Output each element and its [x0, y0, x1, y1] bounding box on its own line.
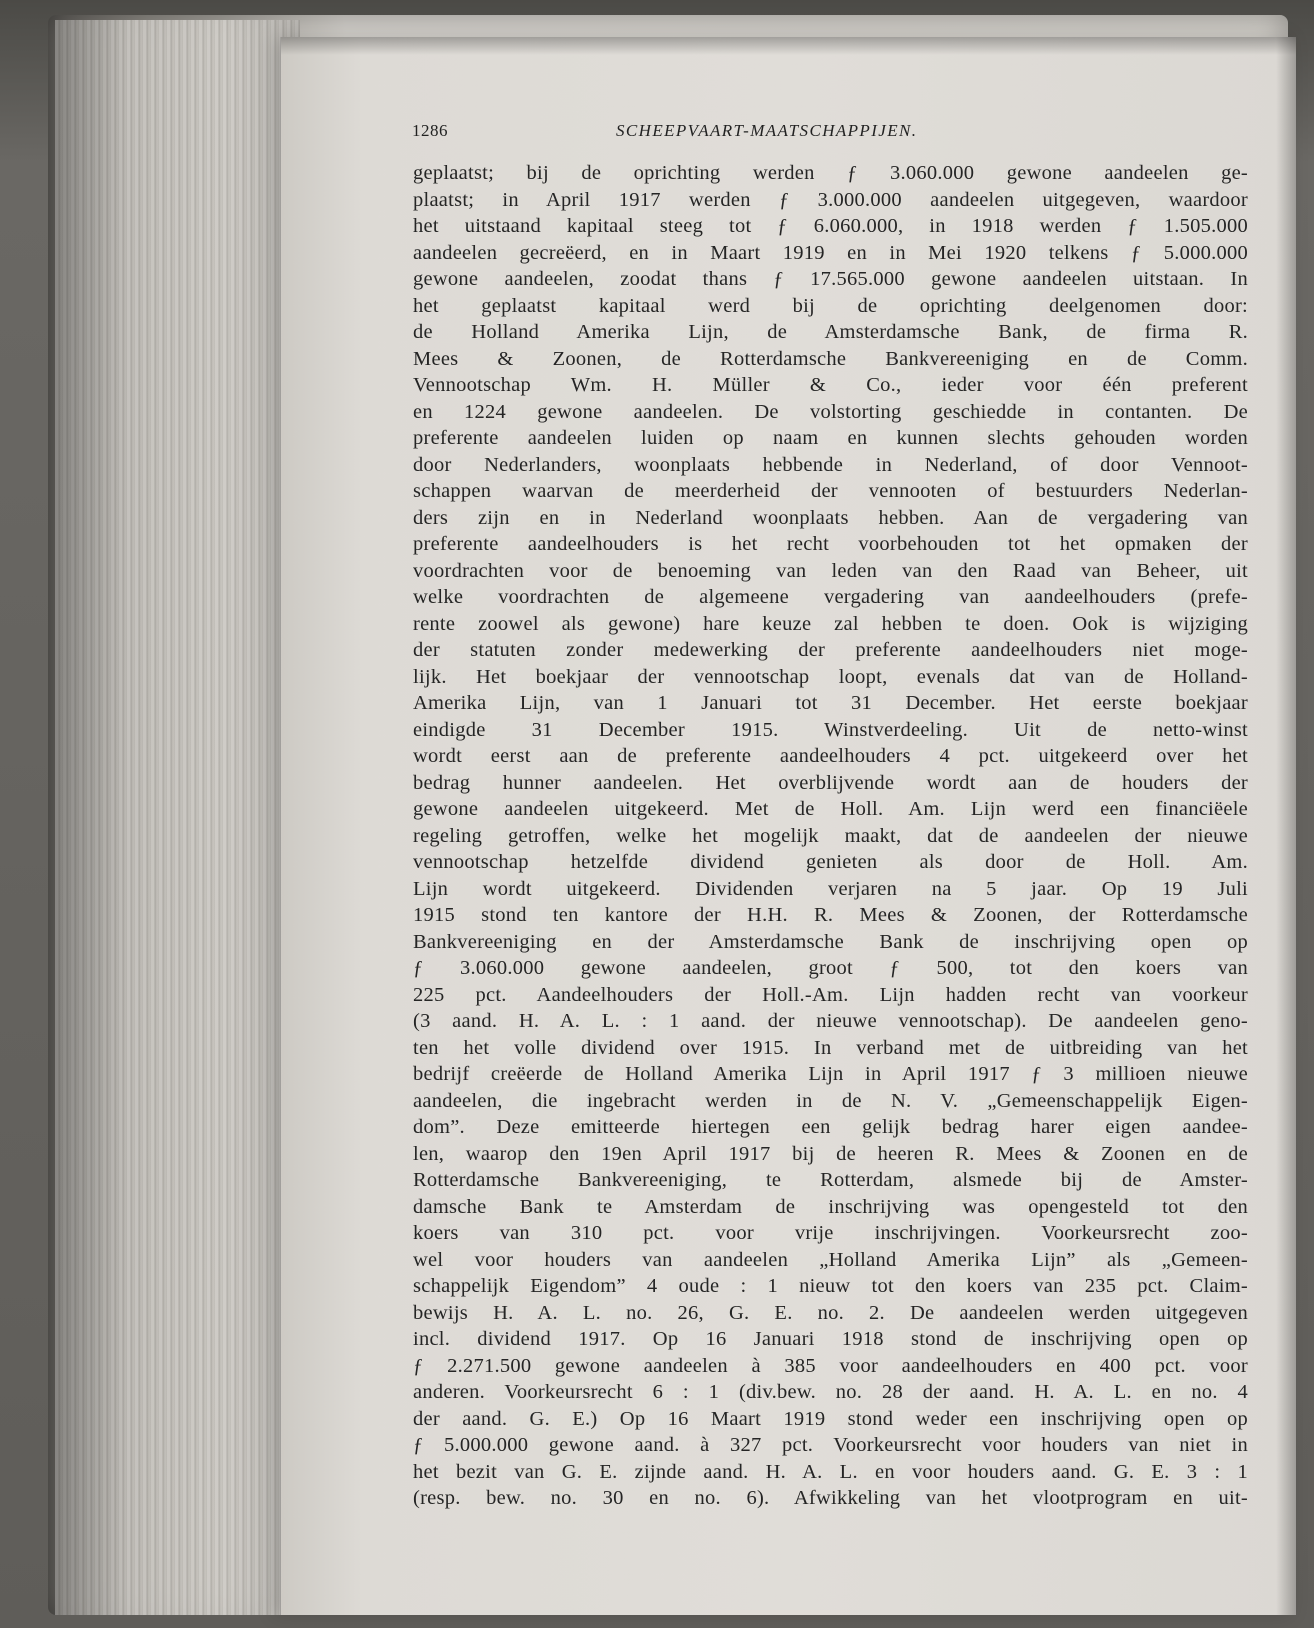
text-line-29: 1915 stond ten kantore der H.H. R. Mees & Zoonen, der Rotterdamsche	[413, 904, 1248, 926]
text-line-42: wel voor houders van aandeelen „Holland Amerika Lijn” als „Gemeen-	[413, 1248, 1248, 1271]
text-line-51: (resp. bew. no. 30 en no. 6). Afwikkeling van het vlootprogram en uit-	[413, 1487, 1248, 1509]
text-line-37: dom”. Deze emitteerde hiertegen een gelijk bedrag harer eigen aandee-	[413, 1116, 1248, 1138]
page-stack	[55, 20, 300, 1615]
text-line-49: ƒ 5.000.000 gewone aand. à 327 pct. Voorkeursrecht voor houders van niet in	[413, 1434, 1248, 1456]
text-line-20: lijk. Het boekjaar der vennootschap loopt, evenals dat van de Holland-	[413, 665, 1248, 688]
body-text	[413, 160, 1248, 1512]
text-line-24: bedrag hunner aandeelen. Het overblijvende wordt aan de houders der	[413, 771, 1248, 794]
text-line-36: aandeelen, die ingebracht werden in de N. V. „Gemeenschappelijk Eigen-	[413, 1089, 1248, 1112]
text-line-35: bedrijf creëerde de Holland Amerika Lijn in April 1917 ƒ 3 millioen nieuwe	[413, 1063, 1248, 1085]
text-line-46: ƒ 2.271.500 gewone aandeelen à 385 voor aandeelhouders en 400 pct. voor	[413, 1354, 1248, 1377]
text-line-3: het uitstaand kapitaal steeg tot ƒ 6.060.000, in 1918 werden ƒ 1.505.000	[413, 215, 1248, 237]
text-line-7: de Holland Amerika Lijn, de Amsterdamsche Bank, de firma R.	[413, 321, 1248, 343]
page-top-shadow	[281, 37, 1296, 55]
text-line-40: damsche Bank te Amsterdam de inschrijving was opengesteld tot den	[413, 1195, 1248, 1218]
text-line-30: Bankvereeniging en der Amsterdamsche Bank de inschrijving open op	[413, 930, 1248, 953]
text-line-28: Lijn wordt uitgekeerd. Dividenden verjaren na 5 jaar. Op 19 Juli	[413, 877, 1248, 900]
text-line-13: schappen waarvan de meerderheid der vennooten of bestuurders Nederlan-	[413, 480, 1248, 502]
text-line-1: geplaatst; bij de oprichting werden ƒ 3.060.000 gewone aandeelen ge-	[413, 162, 1248, 184]
text-line-15: preferente aandeelhouders is het recht voorbehouden tot het opmaken der	[413, 533, 1248, 555]
text-line-22: eindigde 31 December 1915. Winstverdeeling. Uit de netto-winst	[413, 718, 1248, 741]
section-title: SCHEEPVAART-MAATSCHAPPIJEN.	[616, 121, 918, 140]
text-line-16: voordrachten voor de benoeming van leden van den Raad van Beheer, uit	[413, 559, 1248, 582]
running-head	[412, 117, 1052, 145]
text-line-43: schappelijk Eigendom” 4 oude : 1 nieuw tot den koers van 235 pct. Claim-	[413, 1275, 1248, 1297]
page-number: 1286	[412, 121, 448, 140]
text-line-33: (3 aand. H. A. L. : 1 aand. der nieuwe vennootschap). De aandeelen geno-	[413, 1010, 1248, 1032]
text-line-47: anderen. Voorkeursrecht 6 : 1 (div.bew. no. 28 der aand. H. A. L. en no. 4	[413, 1381, 1248, 1403]
text-line-9: Vennootschap Wm. H. Müller & Co., ieder voor één preferent	[413, 374, 1248, 396]
text-line-8: Mees & Zoonen, de Rotterdamsche Bankvereeniging en de Comm.	[413, 347, 1248, 370]
text-line-10: en 1224 gewone aandeelen. De volstorting geschiedde in contanten. De	[413, 400, 1248, 423]
text-line-34: ten het volle dividend over 1915. In verband met de uitbreiding van het	[413, 1036, 1248, 1059]
text-line-18: rente zoowel als gewone) hare keuze zal hebben te doen. Ook is wijziging	[413, 612, 1248, 635]
text-line-11: preferente aandeelen luiden op naam en kunnen slechts gehouden worden	[413, 427, 1248, 449]
text-line-48: der aand. G. E.) Op 16 Maart 1919 stond weder een inschrijving open op	[413, 1407, 1248, 1430]
text-line-32: 225 pct. Aandeelhouders der Holl.-Am. Lijn hadden recht van voorkeur	[413, 983, 1248, 1006]
page-right-shadow	[1276, 37, 1296, 1615]
text-line-2: plaatst; in April 1917 werden ƒ 3.000.000 aandeelen uitgegeven, waardoor	[413, 188, 1248, 211]
text-line-38: len, waarop den 19en April 1917 bij de heeren R. Mees & Zoonen en de	[413, 1142, 1248, 1165]
text-line-21: Amerika Lijn, van 1 Januari tot 31 December. Het eerste boekjaar	[413, 692, 1248, 714]
text-line-27: vennootschap hetzelfde dividend genieten als door de Holl. Am.	[413, 851, 1248, 873]
text-line-31: ƒ 3.060.000 gewone aandeelen, groot ƒ 500, tot den koers van	[413, 957, 1248, 979]
text-line-19: der statuten zonder medewerking der preferente aandeelhouders niet moge-	[413, 639, 1248, 661]
text-line-23: wordt eerst aan de preferente aandeelhouders 4 pct. uitgekeerd over het	[413, 745, 1248, 767]
text-line-25: gewone aandeelen uitgekeerd. Met de Holl. Am. Lijn werd een financiëele	[413, 798, 1248, 820]
text-line-4: aandeelen gecreëerd, en in Maart 1919 en in Mei 1920 telkens ƒ 5.000.000	[413, 241, 1248, 264]
text-line-12: door Nederlanders, woonplaats hebbende in Nederland, of door Vennoot-	[413, 453, 1248, 476]
text-line-5: gewone aandeelen, zoodat thans ƒ 17.565.000 gewone aandeelen uitstaan. In	[413, 268, 1248, 290]
text-line-50: het bezit van G. E. zijnde aand. H. A. L. en voor houders aand. G. E. 3 : 1	[413, 1460, 1248, 1483]
text-line-45: incl. dividend 1917. Op 16 Januari 1918 stond de inschrijving open op	[413, 1328, 1248, 1350]
text-line-41: koers van 310 pct. voor vrije inschrijvingen. Voorkeursrecht zoo-	[413, 1222, 1248, 1244]
text-line-39: Rotterdamsche Bankvereeniging, te Rotterdam, alsmede bij de Amster-	[413, 1169, 1248, 1191]
text-line-26: regeling getroffen, welke het mogelijk maakt, dat de aandeelen der nieuwe	[413, 824, 1248, 847]
text-line-17: welke voordrachten de algemeene vergadering van aandeelhouders (prefe-	[413, 586, 1248, 608]
text-line-44: bewijs H. A. L. no. 26, G. E. no. 2. De aandeelen werden uitgegeven	[413, 1301, 1248, 1324]
text-line-6: het geplaatst kapitaal werd bij de oprichting deelgenomen door:	[413, 294, 1248, 317]
text-line-14: ders zijn en in Nederland woonplaats hebben. Aan de vergadering van	[413, 506, 1248, 529]
